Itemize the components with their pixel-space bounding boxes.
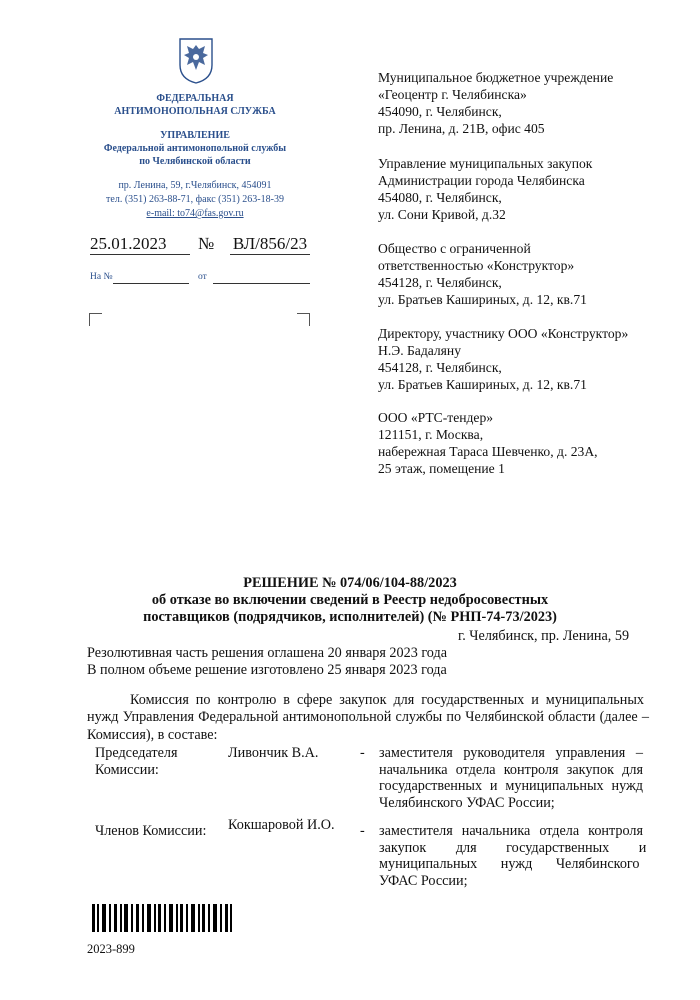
coat-of-arms-icon	[176, 35, 216, 85]
header-address: пр. Ленина, 59, г.Челябинск, 454091	[118, 180, 272, 191]
header-phones: тел. (351) 263-88-71, факс (351) 263-18-39	[106, 194, 284, 205]
decision-subtitle-line2: поставщиков (подрядчиков, исполнителей) (№ РНП-74-73/2023)	[143, 609, 557, 625]
decision-title: РЕШЕНИЕ № 074/06/104-88/2023	[243, 575, 457, 591]
commission-role	[95, 823, 206, 840]
recipient-line: Управление муниципальных закупок	[378, 156, 593, 171]
email-link[interactable]: e-mail: to74@fas.gov.ru	[146, 208, 244, 219]
recipient-line: ул. Сони Кривой, д.32	[378, 207, 506, 222]
intro-line2: нужд Управления Федеральной антимонопольной службы по Челябинской области (далее –	[87, 709, 649, 725]
dept-line1: УПРАВЛЕНИЕ	[160, 130, 230, 141]
recipient-director	[378, 325, 678, 393]
commission-member-name: Кокшаровой И.О.	[228, 817, 335, 833]
recipient-line: 454090, г. Челябинск,	[378, 104, 502, 119]
org-name-line2: АНТИМОНОПОЛЬНАЯ СЛУЖБА	[114, 106, 276, 117]
position-line: государственных и муниципальных нужд	[379, 778, 643, 794]
recipient-line: ООО «РТС-тендер»	[378, 410, 494, 425]
doc-number: ВЛ/856/23	[230, 234, 310, 255]
role-line: Председателя	[95, 745, 178, 761]
recipient-geocenter	[378, 69, 678, 137]
recipient-line: набережная Тараса Шевченко, д. 23А,	[378, 444, 598, 459]
org-name-line1: ФЕДЕРАЛЬНАЯ	[156, 93, 234, 104]
role-line: Комиссии:	[95, 761, 159, 778]
recipient-line: ответственностью «Конструктор»	[378, 258, 575, 273]
ref-label: На №	[90, 272, 113, 282]
position-line: муниципальных нужд Челябинского	[379, 856, 640, 872]
position-line: закупок для государственных и	[379, 839, 647, 856]
commission-member-position	[379, 823, 647, 889]
recipient-line: Н.Э. Бадаляну	[378, 343, 462, 358]
made-line: В полном объеме решение изготовлено 25 января 2023 года	[87, 662, 447, 678]
commission-member-position	[379, 745, 643, 811]
recipient-line: ул. Братьев Кашириных, д. 12, кв.71	[378, 377, 587, 392]
recipient-line: «Геоцентр г. Челябинска»	[378, 87, 527, 102]
intro-line1: Комиссия по контролю в сфере закупок для государственных и муниципальных	[130, 692, 644, 708]
recipient-line: ул. Братьев Кашириных, д. 12, кв.71	[378, 292, 587, 307]
dash-separator: -	[360, 745, 365, 761]
corner-mark-left	[89, 313, 102, 326]
commission-role	[95, 745, 178, 778]
recipient-line: 454128, г. Челябинск,	[378, 360, 502, 375]
number-sign: №	[198, 234, 215, 253]
position-line: заместителя руководителя управления –	[379, 745, 643, 761]
recipient-line: Муниципальное бюджетное учреждение	[378, 70, 614, 85]
doc-date: 25.01.2023	[90, 234, 190, 255]
intro-line3: Комиссия), в составе:	[87, 727, 218, 743]
recipient-line: 454128, г. Челябинск,	[378, 275, 502, 290]
recipient-line: Директору, участнику ООО «Конструктор»	[378, 326, 629, 341]
ref-number-line	[113, 283, 189, 284]
dash-separator: -	[360, 823, 365, 839]
recipient-line: пр. Ленина, д. 21В, офис 405	[378, 121, 545, 136]
recipient-line: 121151, г. Москва,	[378, 427, 484, 442]
recipient-procurement-office	[378, 155, 678, 223]
corner-mark-right	[297, 313, 310, 326]
position-line: Челябинского УФАС России;	[379, 794, 555, 811]
decision-subtitle-line1: об отказе во включении сведений в Реестр недобросовестных	[151, 592, 549, 608]
ref-date-line	[213, 283, 310, 284]
position-line: УФАС России;	[379, 872, 468, 889]
recipient-line: Администрации города Челябинска	[378, 173, 585, 188]
decision-place: г. Челябинск, пр. Ленина, 59	[458, 628, 630, 644]
recipient-rts-tender	[378, 409, 678, 477]
recipient-line: Общество с ограниченной	[378, 241, 531, 256]
doc-code: 2023-899	[87, 942, 135, 956]
ref-from-label: от	[198, 272, 207, 282]
position-line: заместителя начальника отдела контроля	[379, 823, 643, 839]
recipient-konstruktor	[378, 240, 678, 308]
header-email[interactable]	[80, 207, 310, 221]
commission-member-name: Ливончик В.А.	[228, 745, 319, 761]
dept-line3: по Челябинской области	[139, 156, 251, 167]
position-line: начальника отдела контроля закупок для	[379, 761, 643, 778]
dept-line2: Федеральной антимонопольной службы	[103, 143, 287, 154]
announced-line: Резолютивная часть решения оглашена 20 января 2023 года	[87, 645, 448, 661]
recipient-line: 454080, г. Челябинск,	[378, 190, 502, 205]
barcode-icon	[92, 904, 232, 932]
recipient-line: 25 этаж, помещение 1	[378, 461, 505, 476]
role-line: Членов Комиссии:	[95, 823, 207, 839]
